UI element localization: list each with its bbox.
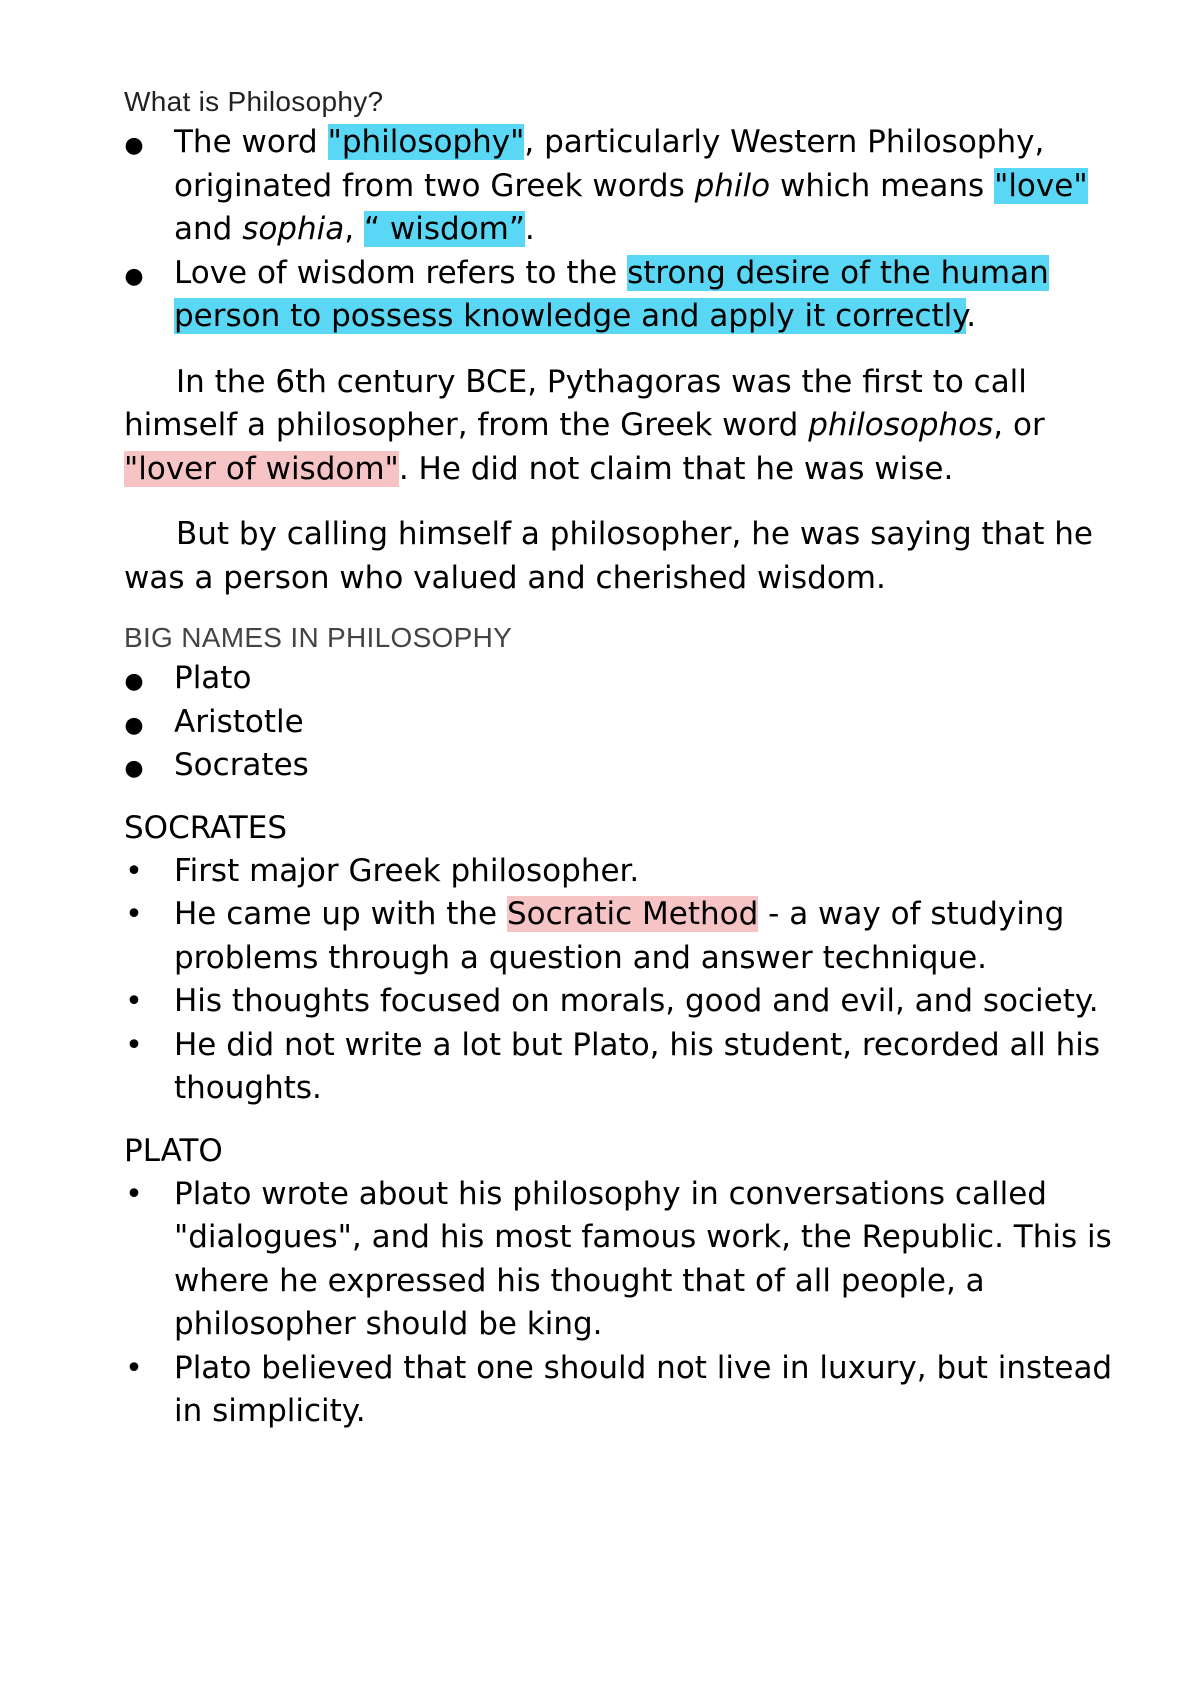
text-run: and <box>174 211 243 248</box>
list-item <box>124 657 1134 701</box>
highlight-philosophy: "philosophy" <box>327 124 525 161</box>
highlight-lover-of-wisdom: "lover of wisdom" <box>124 450 399 487</box>
list-item-label: Plato believed that one should not live in luxury, but instead in simplicity. <box>174 1349 1113 1430</box>
section-title-big-names: BIG NAMES IN PHILOSOPHY <box>124 622 513 654</box>
list-item <box>124 980 1134 1024</box>
highlight-socratic-method: Socratic Method <box>506 896 759 933</box>
text-run: . <box>524 211 535 248</box>
list-item-label: He did not write a lot but Plato, his student, recorded all his thoughts. <box>174 1026 1100 1107</box>
list-item <box>124 1173 1134 1347</box>
text-run: The word <box>174 124 328 161</box>
section-title-what-is-philosophy: What is Philosophy? <box>124 86 384 117</box>
paragraph-pythagoras <box>124 361 1134 492</box>
text-run: , <box>344 211 364 248</box>
philosophy-definition-list <box>124 121 1134 339</box>
text-run: , particularly Western Philosophy, originated from two Greek words <box>174 124 1045 204</box>
bullet-icon <box>124 1347 144 1391</box>
list-item <box>124 1347 1134 1434</box>
bullet-icon <box>124 701 144 748</box>
list-item <box>124 893 1134 980</box>
list-item-label: First major Greek philosopher. <box>174 852 640 889</box>
document-page <box>124 76 1134 1434</box>
italic-sophia: sophia <box>242 211 345 248</box>
bullet-icon <box>124 893 144 937</box>
list-item <box>124 121 1134 252</box>
list-item-label: Plato <box>174 660 252 697</box>
section-title-socrates: SOCRATES <box>124 809 288 846</box>
text-run: , or <box>993 407 1045 444</box>
bullet-icon <box>124 744 144 791</box>
text-run: . He did not claim that he was wise. <box>398 450 954 487</box>
bullet-icon <box>124 252 144 299</box>
text-run: . <box>966 298 977 335</box>
paragraph-calling-himself: But by calling himself a philosopher, he was saying that he was a person who valued and cherished wisdom. <box>124 516 1093 596</box>
text-run: He came up with the <box>174 896 507 933</box>
bullet-icon <box>124 1173 144 1217</box>
plato-list <box>124 1173 1134 1434</box>
socrates-list <box>124 850 1134 1111</box>
italic-philosophos: philosophos <box>808 407 994 444</box>
bullet-icon <box>124 1024 144 1068</box>
highlight-love: "love" <box>994 167 1088 204</box>
big-names-list <box>124 657 1134 788</box>
bullet-icon <box>124 850 144 894</box>
text-run: which means <box>770 167 995 204</box>
list-item <box>124 252 1134 339</box>
italic-philo: philo <box>694 167 771 204</box>
highlight-wisdom: “ wisdom” <box>363 211 525 248</box>
list-item <box>124 1024 1134 1111</box>
text-run: - a way of studying problems through a question and answer technique. <box>174 896 1065 976</box>
text-run: In the 6th century BCE, Pythagoras was the first to call himself a philosopher, from the Greek word <box>124 363 1027 444</box>
list-item-label: Aristotle <box>174 703 304 740</box>
list-item-label: Socrates <box>174 747 309 784</box>
bullet-icon <box>124 121 144 168</box>
highlight-strong-desire: strong desire of the human person to possess knowledge and apply it correctly <box>174 254 1049 335</box>
text-run: Love of wisdom refers to the <box>174 254 628 291</box>
bullet-icon <box>124 980 144 1024</box>
list-item <box>124 701 1134 745</box>
list-item <box>124 850 1134 894</box>
section-title-plato: PLATO <box>124 1132 223 1169</box>
list-item-label: His thoughts focused on morals, good and evil, and society. <box>174 983 1099 1020</box>
bullet-icon <box>124 657 144 704</box>
list-item-label: Plato wrote about his philosophy in conversations called "dialogues", and his most famous work, the Republic. This is where he expressed his thought that of all people, a philosopher should be king. <box>174 1175 1112 1343</box>
list-item <box>124 744 1134 788</box>
